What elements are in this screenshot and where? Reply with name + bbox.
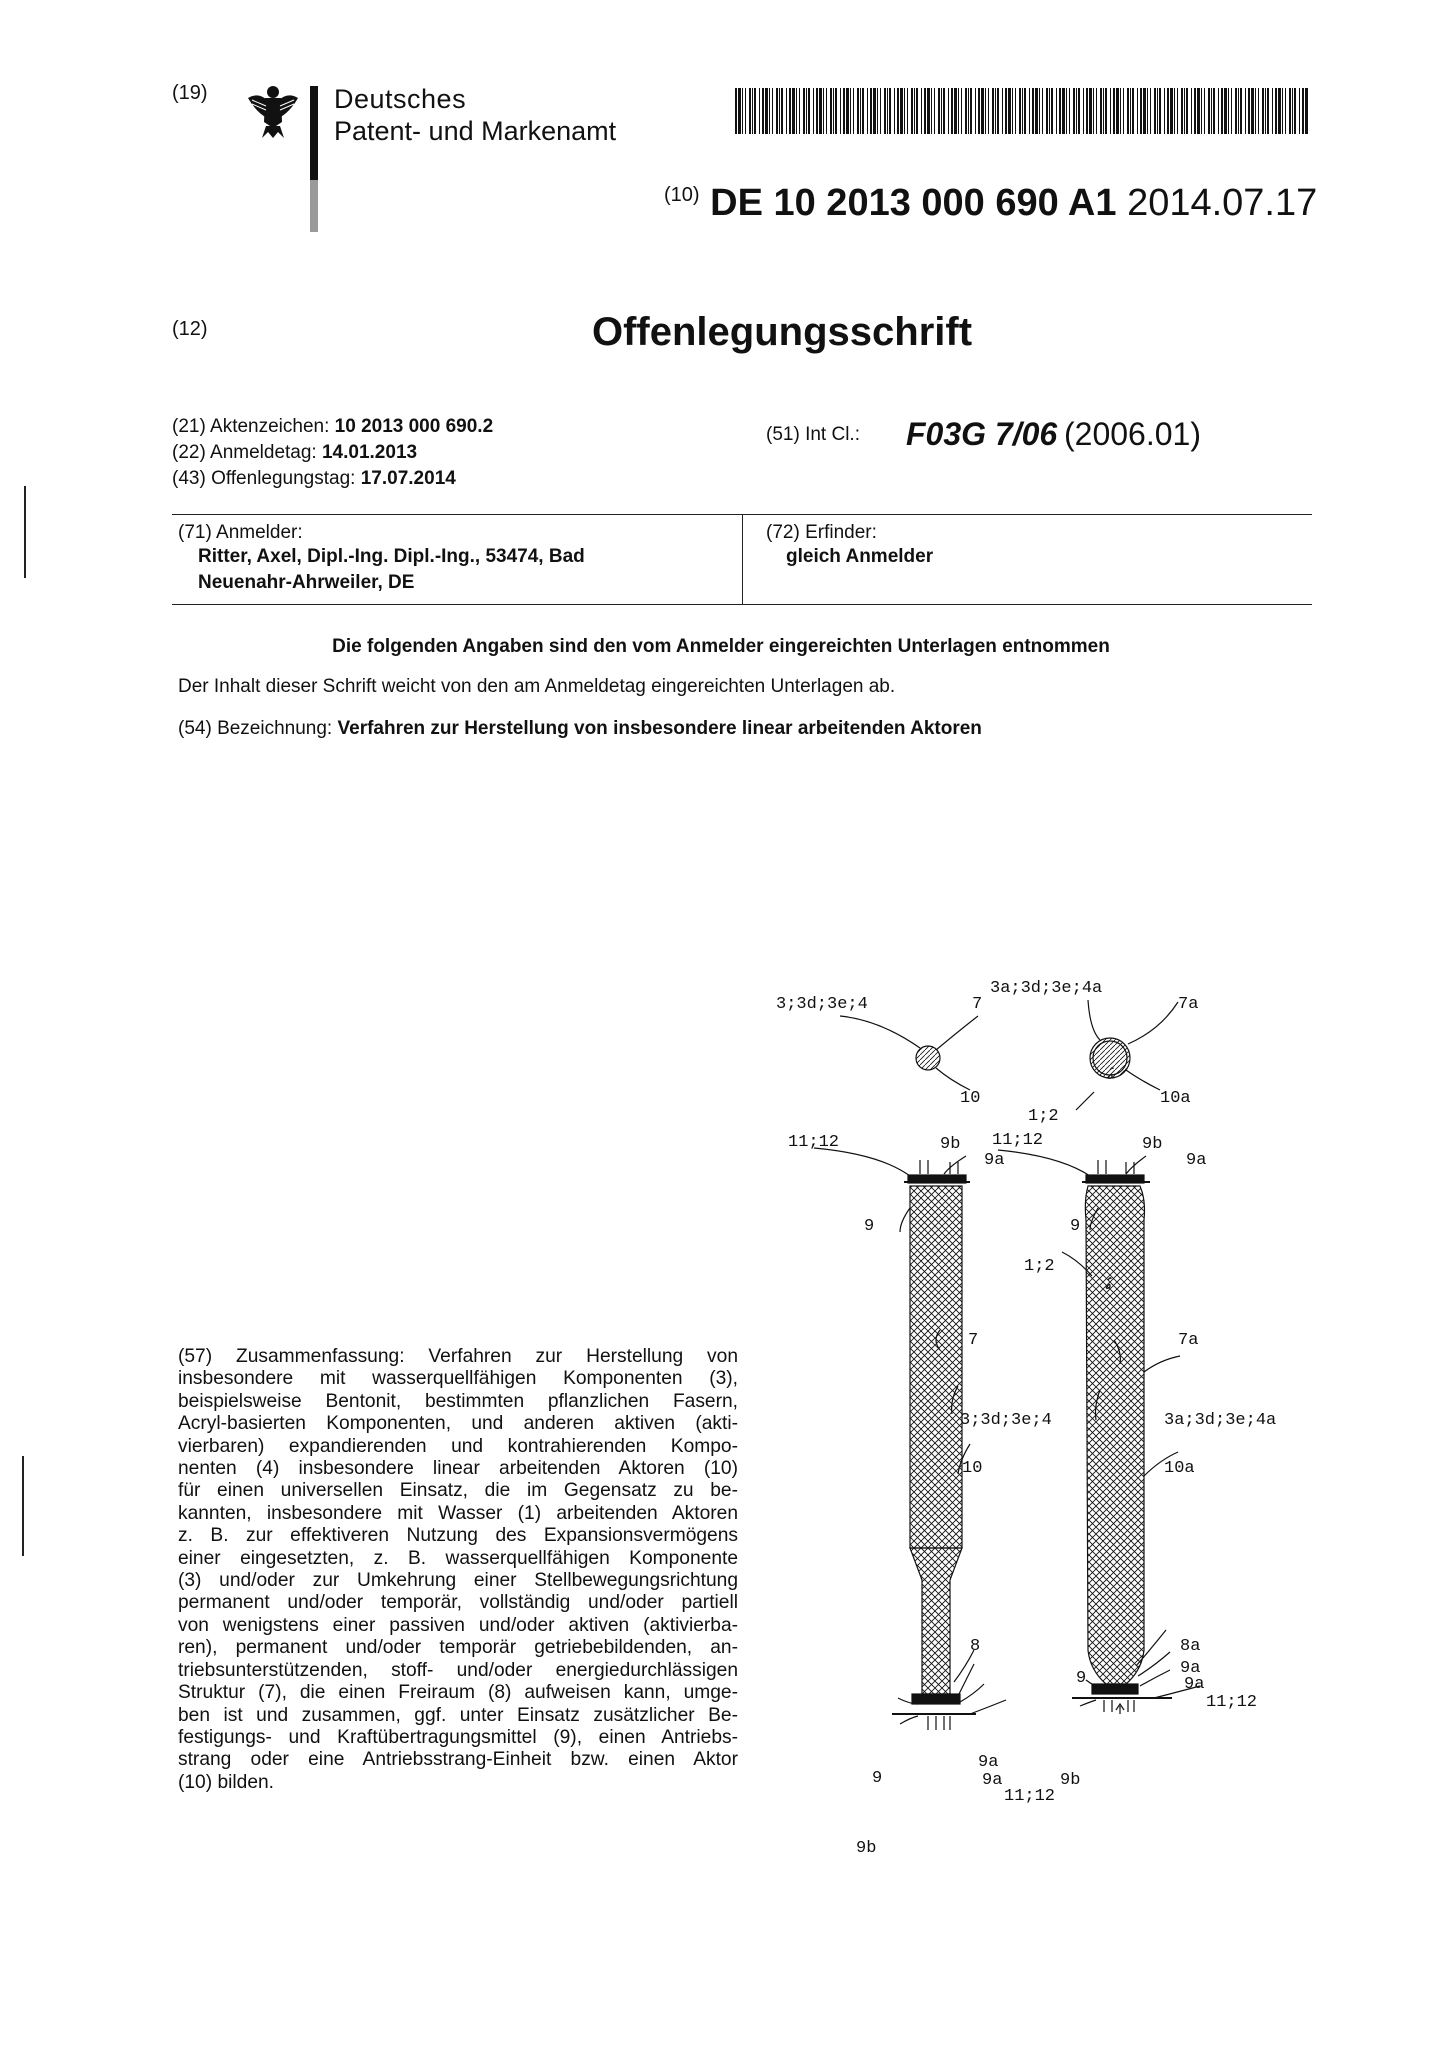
fig-label: 11;12 <box>992 1131 1044 1150</box>
abstract-line: ren), permanent und/oder temporär getriebebildenden, an- <box>178 1637 738 1659</box>
barcode-bar <box>754 88 756 134</box>
barcode-bar <box>1170 88 1173 134</box>
barcode-bar <box>889 88 891 134</box>
abstract-line: permanent und/oder temporär, vollständig und/oder partiell <box>178 1592 738 1614</box>
barcode-bar <box>981 88 984 134</box>
barcode-bar <box>803 88 805 134</box>
barcode-bar <box>867 88 868 134</box>
barcode-bar <box>1032 88 1034 134</box>
barcode-bar <box>1240 88 1242 134</box>
barcode-bar <box>887 88 888 134</box>
barcode-bar <box>965 88 967 134</box>
barcode-bar <box>904 88 905 134</box>
barcode-bar <box>985 88 986 134</box>
fig-label: 9b <box>1060 1771 1081 1790</box>
barcode-bar <box>1228 88 1229 134</box>
barcode-bar <box>1039 88 1040 134</box>
barcode-bar <box>1100 88 1102 134</box>
barcode-bar <box>813 88 814 134</box>
barcode-bar <box>762 88 764 134</box>
barcode-bar <box>1294 88 1296 134</box>
fig-label: 9b <box>1142 1135 1163 1154</box>
barcode-bar <box>862 88 864 134</box>
barcode-bar <box>907 88 908 134</box>
barcode-bar <box>830 88 832 134</box>
barcode-bar <box>1024 88 1026 134</box>
barcode-bar <box>1255 88 1256 134</box>
invention-title: Verfahren zur Herstellung von insbesondere linear arbeitenden Aktoren <box>337 718 982 739</box>
barcode-bar <box>1177 88 1178 134</box>
field-43-publication-date: (43) Offenlegungstag: 17.07.2014 <box>172 468 456 489</box>
patent-drawing <box>760 960 1320 1880</box>
publication-id: DE 10 2013 000 690 A1 <box>710 182 1117 224</box>
office-divider-bar-grey <box>310 180 318 232</box>
office-name-line1: Deutsches <box>334 84 467 114</box>
barcode-bar <box>1150 88 1151 134</box>
barcode-bar <box>997 88 999 134</box>
inid-code-12: (12) <box>172 318 208 340</box>
barcode-bar <box>1211 88 1212 134</box>
fig-label: 9 <box>864 1217 875 1236</box>
abstract-line: kannten, insbesondere mit Wasser (1) arbeitenden Aktoren <box>178 1502 738 1524</box>
abstract-line: einer eingesetzten, z. B. wasserquellfähigen Komponente <box>178 1547 738 1569</box>
fig-label: 1;2 <box>1024 1257 1055 1276</box>
barcode-bar <box>954 88 957 134</box>
barcode-bar <box>921 88 922 134</box>
inid-code-10: (10) <box>664 184 700 206</box>
abstract-line: (10) bilden. <box>178 1771 274 1793</box>
barcode-bar <box>1113 88 1115 134</box>
field-21-file-number: (21) Aktenzeichen: 10 2013 000 690.2 <box>172 416 494 437</box>
barcode-bar <box>1224 88 1227 134</box>
scan-margin-mark <box>22 1456 24 1556</box>
fig-label: 10 <box>962 1459 983 1478</box>
fig-label: 9a <box>1184 1675 1205 1694</box>
barcode-bar <box>745 88 746 134</box>
barcode-bar <box>948 88 949 134</box>
barcode-bar <box>931 88 932 134</box>
barcode-bar <box>900 88 903 134</box>
barcode-bar <box>1105 88 1107 134</box>
mesh-tube-right <box>1085 1186 1144 1684</box>
barcode-bar <box>860 88 861 134</box>
barcode-bar <box>1245 88 1246 134</box>
barcode-bar <box>1140 88 1142 134</box>
designation <box>178 718 982 740</box>
barcode-bar <box>1051 88 1053 134</box>
barcode-bar <box>738 88 741 134</box>
barcode-bar <box>1167 88 1169 134</box>
barcode-bar <box>1049 88 1050 134</box>
mesh-freespace-left <box>910 1548 962 1694</box>
barcode-bar <box>1251 88 1254 134</box>
abstract-line: Struktur (7), die einen Freiraum (8) aufweisen kann, umge- <box>178 1682 738 1704</box>
barcode-bar <box>835 88 837 134</box>
barcode-bar <box>1143 88 1146 134</box>
barcode-bar <box>1275 88 1277 134</box>
barcode-bar <box>968 88 969 134</box>
barcode-bar <box>759 88 760 134</box>
abstract-line: beispielsweise Bentonit, bestimmten pflanzlichen Fasern, <box>178 1390 738 1412</box>
barcode-bar <box>1157 88 1158 134</box>
abstract-line: triebsunterstützenden, stoff- und/oder energiedurchlässigen <box>178 1659 738 1681</box>
barcode-bar <box>1056 88 1057 134</box>
barcode-bar <box>1186 88 1188 134</box>
abstract-line: z. B. zur effektiveren Nutzung des Expansionsvermögens <box>178 1525 738 1547</box>
barcode-bar <box>772 88 773 134</box>
barcode-bar <box>934 88 935 134</box>
abstract-line: ben ist und zusammen, ggf. unter Einsatz zusätzlicher Be- <box>178 1704 738 1726</box>
barcode-bar <box>840 88 841 134</box>
inventor-value: gleich Anmelder <box>786 546 934 567</box>
federal-eagle-icon <box>244 82 302 140</box>
barcode-bar <box>769 88 770 134</box>
barcode-bar <box>1208 88 1210 134</box>
parties-bottom-rule <box>172 604 1312 605</box>
publication-date: 2014.07.17 <box>1127 182 1318 224</box>
barcode-bar <box>806 88 807 134</box>
barcode-bar <box>1046 88 1048 134</box>
barcode-bar <box>1132 88 1134 134</box>
designation-label: (54) Bezeichnung: <box>178 718 338 739</box>
barcode-bar <box>765 88 768 134</box>
fig-label: 11;12 <box>788 1133 840 1152</box>
fig-label: 9 <box>872 1769 883 1788</box>
barcode-bar <box>1299 88 1300 134</box>
barcode-bar <box>1235 88 1237 134</box>
barcode-bar <box>799 88 800 134</box>
fig-label: 3a;3d;3e;4a <box>990 979 1103 998</box>
barcode-bar <box>1005 88 1007 134</box>
barcode-bar <box>1103 88 1104 134</box>
applicant-source-notice: Die folgenden Angaben sind den vom Anmelder eingereichten Unterlagen entnommen <box>332 636 1110 657</box>
barcode-bar <box>1204 88 1205 134</box>
barcode-bar <box>808 88 810 134</box>
barcode-bar <box>943 88 945 134</box>
abstract-line: von wenigstens einer passiven und/oder aktiven (aktivierba- <box>178 1614 738 1636</box>
fig-label: 1;2 <box>1028 1107 1059 1126</box>
abstract-line: (3) und/oder zur Umkehrung einer Stellbewegungsrichtung <box>178 1570 738 1592</box>
barcode-bar <box>1278 88 1281 134</box>
barcode-bar <box>1201 88 1202 134</box>
barcode-bar <box>1302 88 1304 134</box>
barcode-bar <box>1078 88 1080 134</box>
fig-label: 7 <box>972 995 983 1014</box>
abstract-line: vierbaren) expandierenden und kontrahierenden Kompo- <box>178 1435 738 1457</box>
fig-label: 11;12 <box>1004 1787 1056 1806</box>
barcode-bar <box>873 88 876 134</box>
barcode-bar <box>958 88 959 134</box>
field-71-label: (71) Anmelder: <box>178 522 303 543</box>
fig-label: 9 <box>1070 1217 1081 1236</box>
cross-section-right <box>1090 1038 1130 1078</box>
document-type-title: Offenlegungsschrift <box>592 310 973 354</box>
barcode-bar <box>1008 88 1011 134</box>
barcode-bar <box>1019 88 1021 134</box>
barcode-bar <box>911 88 913 134</box>
barcode-bar <box>1127 88 1129 134</box>
barcode-bar <box>1110 88 1111 134</box>
barcode-bar <box>1265 88 1266 134</box>
barcode-bar <box>894 88 895 134</box>
barcode-bar <box>1262 88 1264 134</box>
barcode-bar <box>1093 88 1094 134</box>
barcode-bar <box>1191 88 1192 134</box>
fig-label: 7 <box>968 1331 979 1350</box>
barcode-bar <box>1062 88 1065 134</box>
barcode-bar <box>1022 88 1023 134</box>
barcode-bar <box>816 88 818 134</box>
fig-label: 3a;3d;3e;4a <box>1164 1411 1277 1430</box>
barcode-bar <box>1238 88 1239 134</box>
barcode-bar <box>1076 88 1077 134</box>
content-deviation-notice: Der Inhalt dieser Schrift weicht von den am Anmeldetag eingereichten Unterlagen ab. <box>178 676 896 697</box>
barcode-bar <box>884 88 886 134</box>
barcode-bar <box>951 88 953 134</box>
abstract-line: für einen universellen Einsatz, die im Gegensatz zu be- <box>178 1480 738 1502</box>
barcode-bar <box>1197 88 1200 134</box>
barcode-bar <box>1012 88 1013 134</box>
fig-label: 3;3d;3e;4 <box>776 995 868 1014</box>
barcode-bar <box>1069 88 1070 134</box>
barcode-bar <box>1231 88 1232 134</box>
barcode-bar <box>776 88 778 134</box>
barcode-bar <box>1292 88 1293 134</box>
barcode-bar <box>1305 88 1308 134</box>
barcode-bar <box>988 88 989 134</box>
fig-label: 9b <box>940 1135 961 1154</box>
fig-label: 9a <box>984 1151 1005 1170</box>
barcode-bar <box>833 88 834 134</box>
abstract <box>178 1346 738 1794</box>
barcode-bar <box>938 88 940 134</box>
fig-label: 9a <box>1186 1151 1207 1170</box>
field-51-label: (51) Int Cl.: <box>766 424 860 445</box>
barcode-bar <box>735 88 737 134</box>
barcode-bar <box>1015 88 1016 134</box>
barcode-bar <box>1002 88 1003 134</box>
barcode-bar <box>1289 88 1291 134</box>
barcode-bar <box>1120 88 1121 134</box>
barcode <box>735 88 1308 134</box>
barcode-bar <box>843 88 845 134</box>
fig-label: 10a <box>1164 1459 1195 1478</box>
barcode-bar <box>992 88 994 134</box>
barcode-bar <box>796 88 797 134</box>
barcode-bar <box>1258 88 1259 134</box>
barcode-bar <box>1154 88 1156 134</box>
barcode-bar <box>789 88 791 134</box>
barcode-bar <box>850 88 851 134</box>
fig-label: 8a <box>1180 1637 1201 1656</box>
fig-label: 11;12 <box>1206 1693 1258 1712</box>
barcode-bar <box>819 88 822 134</box>
barcode-bar <box>1073 88 1075 134</box>
mesh-tube-left <box>910 1186 962 1548</box>
barcode-bar <box>1147 88 1148 134</box>
ipc-class: F03G 7/06 <box>906 416 1058 452</box>
barcode-bar <box>1035 88 1038 134</box>
barcode-bar <box>978 88 980 134</box>
barcode-bar <box>961 88 962 134</box>
barcode-bar <box>1181 88 1183 134</box>
barcode-bar <box>1248 88 1250 134</box>
barcode-bar <box>1285 88 1286 134</box>
barcode-bar <box>1083 88 1084 134</box>
abstract-line: Acryl-basierten Komponenten, und anderen aktiven (akti- <box>178 1413 738 1435</box>
parties-divider <box>742 514 743 604</box>
fig-label: 7a <box>1178 995 1199 1014</box>
barcode-bar <box>749 88 751 134</box>
fig-label: 3;3d;3e;4 <box>960 1411 1052 1430</box>
barcode-bar <box>897 88 899 134</box>
publication-number <box>664 182 1317 225</box>
barcode-bar <box>975 88 976 134</box>
barcode-bar <box>924 88 926 134</box>
barcode-bar <box>1213 88 1215 134</box>
inid-code-19: (19) <box>172 82 208 104</box>
barcode-bar <box>1282 88 1283 134</box>
applicant-line1: Ritter, Axel, Dipl.-Ing. Dipl.-Ing., 53474, Bad <box>198 546 585 567</box>
barcode-bar <box>1086 88 1088 134</box>
barcode-bar <box>846 88 849 134</box>
abstract-line: strang oder eine Antriebsstrang-Einheit bzw. einen Aktor <box>178 1749 738 1771</box>
barcode-bar <box>916 88 918 134</box>
applicant-line2: Neuenahr-Ahrweiler, DE <box>198 572 415 593</box>
barcode-bar <box>786 88 787 134</box>
barcode-bar <box>1096 88 1097 134</box>
office-name-line2: Patent- und Markenamt <box>334 116 617 146</box>
abstract-line: festigungs- und Kraftübertragungsmittel (9), einen Antriebs- <box>178 1726 738 1748</box>
abstract-line: (57) Zusammenfassung: Verfahren zur Herstellung von <box>178 1346 738 1367</box>
barcode-bar <box>1130 88 1131 134</box>
fig-label: 8 <box>970 1637 981 1656</box>
barcode-bar <box>781 88 783 134</box>
fig-label: 10 <box>960 1089 981 1108</box>
barcode-bar <box>752 88 753 134</box>
barcode-bar <box>1218 88 1219 134</box>
barcode-bar <box>1174 88 1175 134</box>
barcode-bar <box>1066 88 1067 134</box>
fig-label: 9a <box>982 1771 1003 1790</box>
barcode-bar <box>1267 88 1269 134</box>
barcode-bar <box>1184 88 1185 134</box>
barcode-bar <box>914 88 915 134</box>
barcode-bar <box>742 88 743 134</box>
fig-label: 9 <box>1076 1669 1087 1688</box>
fig-label: 9a <box>978 1753 999 1772</box>
fig-label: 9a <box>1180 1659 1201 1678</box>
barcode-bar <box>792 88 795 134</box>
barcode-bar <box>1164 88 1165 134</box>
barcode-bar <box>1137 88 1138 134</box>
barcode-bar <box>779 88 780 134</box>
barcode-bar <box>1159 88 1161 134</box>
fig-label: 7a <box>1178 1331 1199 1350</box>
barcode-bar <box>880 88 881 134</box>
barcode-bar <box>1059 88 1061 134</box>
fig-label: 9b <box>856 1839 877 1858</box>
barcode-bar <box>1089 88 1092 134</box>
barcode-bar <box>853 88 854 134</box>
barcode-bar <box>826 88 827 134</box>
barcode-bar <box>1123 88 1124 134</box>
fig-label: 10a <box>1160 1089 1191 1108</box>
barcode-bar <box>1116 88 1119 134</box>
barcode-bar <box>970 88 972 134</box>
abstract-line: nenten (4) insbesondere linear arbeitenden Aktoren (10) <box>178 1458 738 1480</box>
ipc-version: (2006.01) <box>1064 416 1201 452</box>
barcode-bar <box>1029 88 1030 134</box>
scan-margin-mark <box>24 486 26 578</box>
barcode-bar <box>927 88 930 134</box>
barcode-bar <box>1221 88 1223 134</box>
field-22-filing-date: (22) Anmeldetag: 14.01.2013 <box>172 442 418 463</box>
barcode-bar <box>941 88 942 134</box>
barcode-bar <box>1042 88 1043 134</box>
barcode-bar <box>857 88 859 134</box>
barcode-bar <box>995 88 996 134</box>
barcode-bar <box>823 88 824 134</box>
barcode-bar <box>1194 88 1196 134</box>
abstract-line: insbesondere mit wasserquellfähigen Komponenten (3), <box>178 1368 738 1390</box>
barcode-bar <box>877 88 878 134</box>
field-72-label: (72) Erfinder: <box>766 522 877 543</box>
barcode-bar <box>870 88 872 134</box>
barcode-bar <box>1272 88 1273 134</box>
